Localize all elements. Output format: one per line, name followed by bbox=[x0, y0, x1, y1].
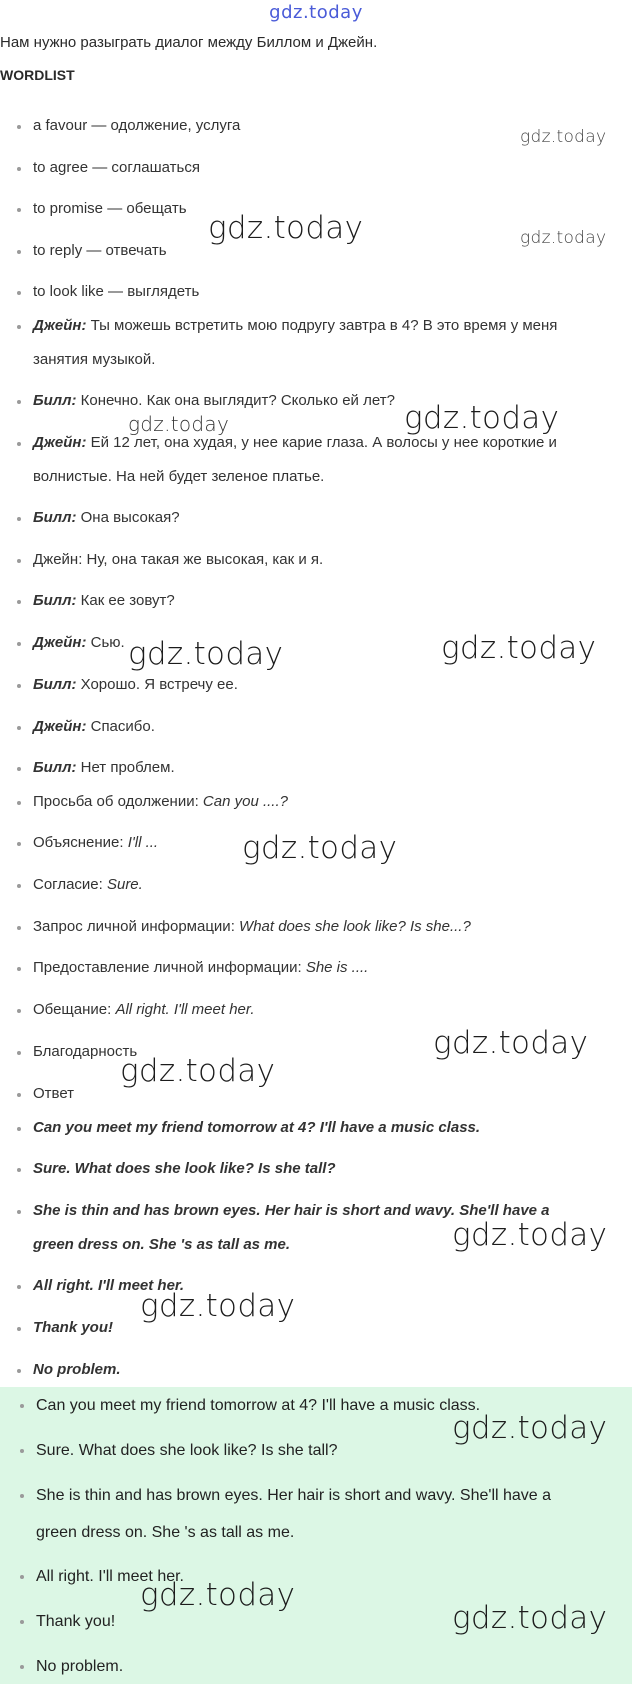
list-item: Обещание: All right. I'll meet her. bbox=[33, 993, 623, 1027]
list-item: Джейн: Спасибо. bbox=[33, 710, 623, 744]
watermark: gdz.today bbox=[120, 1053, 276, 1089]
list-item: Can you meet my friend tomorrow at 4? I'll have a music class. bbox=[33, 1111, 623, 1145]
list-item: Билл: Она высокая? bbox=[33, 501, 623, 535]
answer-item: Can you meet my friend tomorrow at 4? I'll have a music class. bbox=[36, 1387, 626, 1424]
watermark: gdz.today bbox=[140, 1577, 296, 1613]
list-item: She is thin and has brown eyes. Her hair is short and wavy. She'll have a green dress on. She 's as tall as me. bbox=[33, 1194, 623, 1262]
answer-item: She is thin and has brown eyes. Her hair is short and wavy. She'll have a green dress on. She 's as tall as me. bbox=[36, 1477, 626, 1551]
list-item: Просьба об одолжении: Can you ....? bbox=[33, 785, 623, 819]
list-item: Билл: Нет проблем. bbox=[33, 751, 623, 785]
list-item: Согласие: Sure. bbox=[33, 868, 623, 902]
list-item: Запрос личной информации: What does she look like? Is she...? bbox=[33, 910, 623, 944]
answer-item: No problem. bbox=[36, 1648, 626, 1685]
list-item: Thank you! bbox=[33, 1311, 623, 1345]
list-item: No problem. bbox=[33, 1353, 623, 1387]
watermark: gdz.today bbox=[128, 412, 230, 436]
list-item: Джейн: Ты можешь встретить мою подругу завтра в 4? В это время у меня занятия музыкой. bbox=[33, 309, 623, 377]
list-item: Ответ bbox=[33, 1077, 623, 1111]
watermark: gdz.today bbox=[452, 1410, 608, 1446]
watermark: gdz.today bbox=[128, 636, 284, 672]
watermark: gdz.today bbox=[441, 630, 597, 666]
list-item: Джейн: Ну, она такая же высокая, как и я. bbox=[33, 543, 623, 577]
answer-item: Sure. What does she look like? Is she tall? bbox=[36, 1432, 626, 1469]
watermark: gdz.today bbox=[452, 1217, 608, 1253]
list-item: Билл: Как ее зовут? bbox=[33, 584, 623, 618]
list-item: a favour — одолжение, услуга bbox=[33, 109, 623, 143]
watermark: gdz.today bbox=[433, 1025, 589, 1061]
answer-item: Thank you! bbox=[36, 1603, 626, 1640]
wordlist-heading: WORDLIST bbox=[0, 67, 75, 83]
list-item: to agree — соглашаться bbox=[33, 151, 623, 185]
answer-item: All right. I'll meet her. bbox=[36, 1558, 626, 1595]
list-item: to promise — обещать bbox=[33, 192, 623, 226]
list-item: to look like — выглядеть bbox=[33, 275, 623, 309]
task-intro: Нам нужно разыграть диалог между Биллом и Джейн. bbox=[0, 34, 378, 51]
list-item: Sure. What does she look like? Is she tall? bbox=[33, 1152, 623, 1186]
watermark: gdz.today bbox=[404, 400, 560, 436]
watermark: gdz.today bbox=[520, 127, 607, 147]
watermark: gdz.today bbox=[242, 830, 398, 866]
list-item: Джейн: Сью. bbox=[33, 626, 623, 660]
watermark: gdz.today bbox=[208, 210, 364, 246]
watermark: gdz.today bbox=[520, 228, 607, 248]
site-logo[interactable]: gdz.today bbox=[269, 2, 363, 23]
list-item: Джейн: Ей 12 лет, она худая, у нее карие глаза. А волосы у нее короткие и волнистые. На ней будет зеленое платье. bbox=[33, 426, 623, 494]
watermark: gdz.today bbox=[452, 1600, 608, 1636]
list-item: All right. I'll meet her. bbox=[33, 1269, 623, 1303]
list-item: Объяснение: I'll ... bbox=[33, 826, 623, 860]
watermark: gdz.today bbox=[140, 1288, 296, 1324]
list-item: Билл: Хорошо. Я встречу ее. bbox=[33, 668, 623, 702]
list-item: Билл: Конечно. Как она выглядит? Сколько ей лет? bbox=[33, 384, 623, 418]
list-item: Предоставление личной информации: She is .... bbox=[33, 951, 623, 985]
list-item: to reply — отвечать bbox=[33, 234, 623, 268]
list-item: Благодарность bbox=[33, 1035, 623, 1069]
